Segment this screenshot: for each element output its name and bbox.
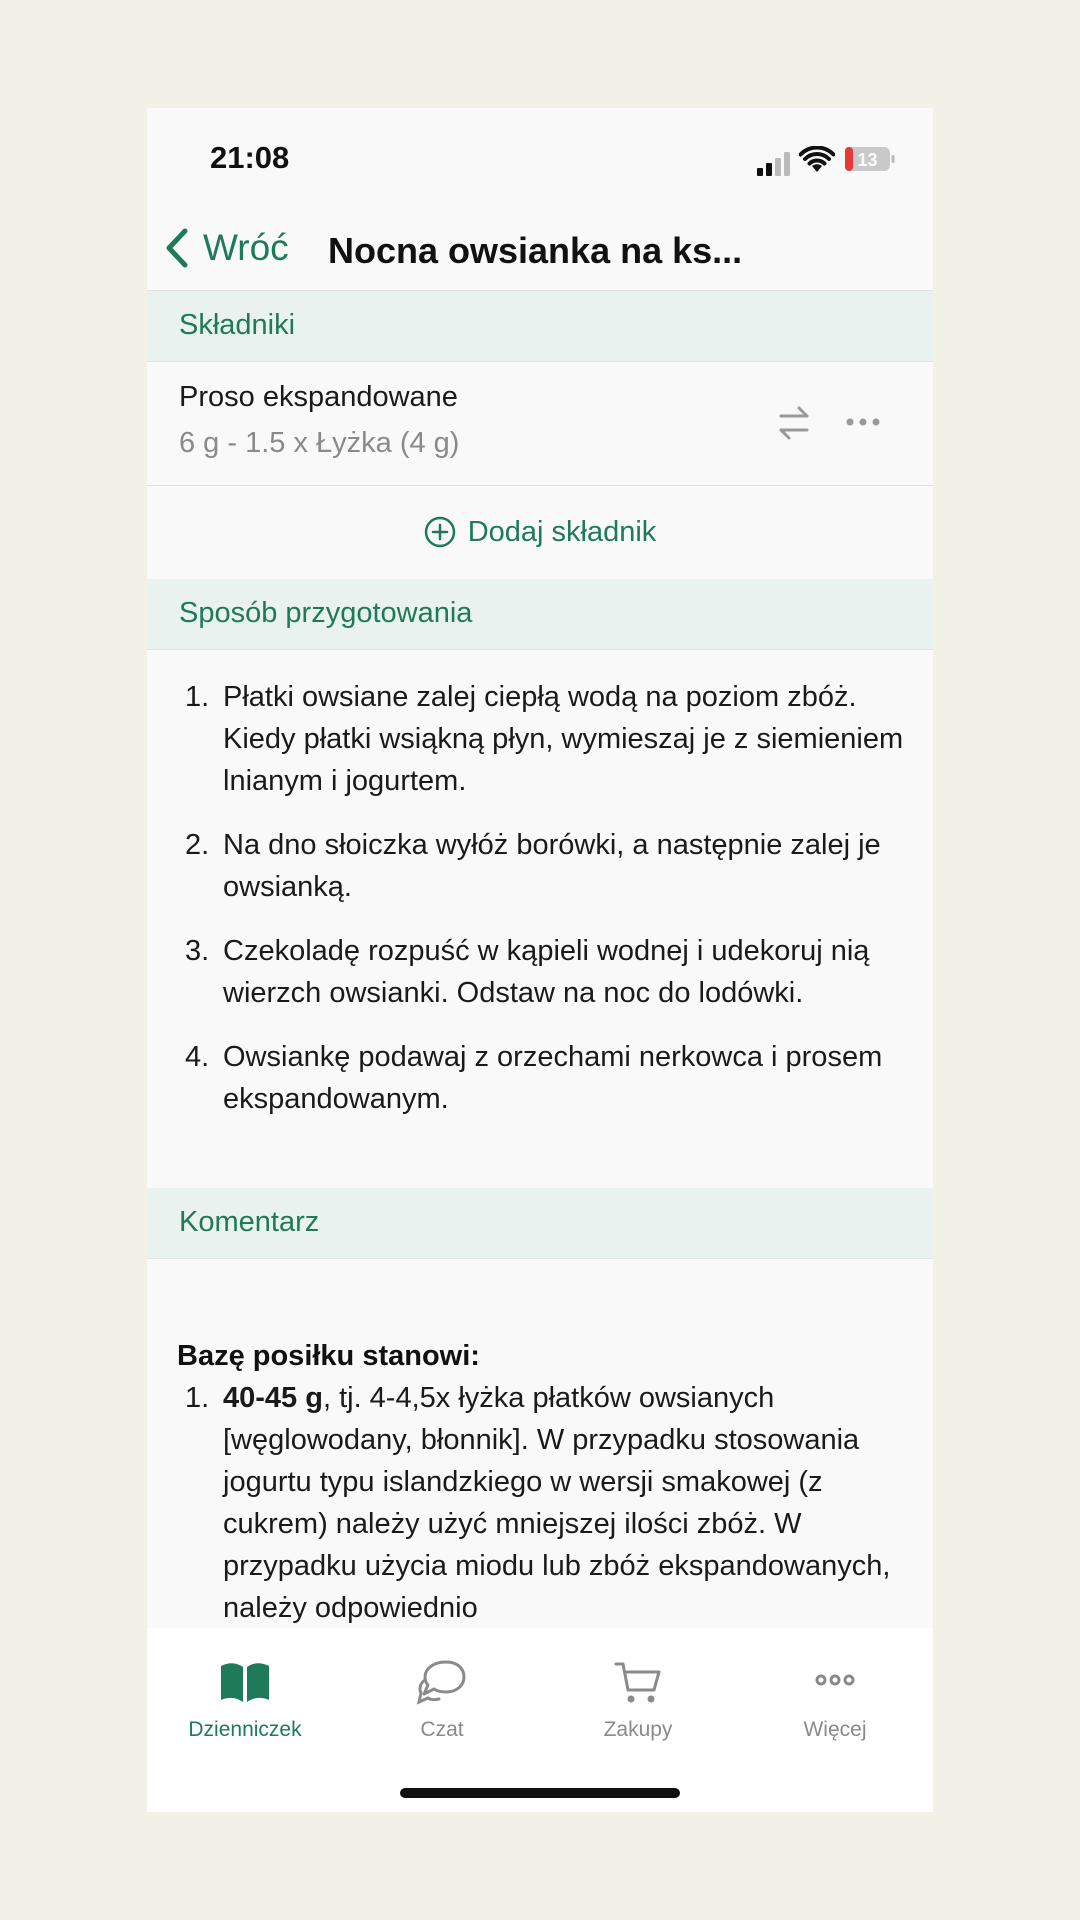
- comment-item-text: , tj. 4-4,5x łyżka płatków owsianych [węglowodany, błonnik]. W przypadku stosowania jogurtu typu islandzkiego w wersji smakowej (z cukrem) należy użyć mniejszej ilości zbóż. W przypadku użycia miodu lub zbóż ekspandowanych, należy odpowiednio: [223, 1382, 891, 1624]
- step-number: 1.: [185, 681, 210, 713]
- status-bar: [147, 108, 933, 208]
- more-options-icon[interactable]: [845, 407, 881, 437]
- step-item: [179, 1036, 909, 1120]
- step-text: Na dno słoiczka wyłóż borówki, a następnie zalej je owsianką.: [223, 829, 881, 903]
- tab-bar: [147, 1628, 933, 1812]
- chevron-left-icon: [163, 227, 193, 269]
- more-icon: [807, 1658, 863, 1706]
- comment-item-bold: 40-45 g: [223, 1382, 323, 1414]
- section-header-comment: [147, 1188, 933, 1259]
- tab-label: Zakupy: [603, 1718, 673, 1741]
- ingredient-row[interactable]: [147, 363, 933, 486]
- home-indicator: [400, 1788, 680, 1798]
- step-text: Owsiankę podawaj z orzechami nerkowca i prosem ekspandowanym.: [223, 1041, 883, 1115]
- cart-icon: [610, 1658, 666, 1706]
- preparation-steps: [179, 676, 909, 1142]
- tab-label: Więcej: [803, 1718, 867, 1741]
- status-time: 21:08: [210, 140, 290, 175]
- tab-zakupy[interactable]: [540, 1658, 736, 1742]
- section-header-preparation: [147, 579, 933, 650]
- add-ingredient-button[interactable]: [147, 486, 933, 578]
- comment-body: [177, 1335, 917, 1629]
- comment-item: [177, 1377, 917, 1629]
- tab-czat[interactable]: [344, 1658, 540, 1742]
- chat-icon: [414, 1658, 470, 1706]
- back-label: Wróć: [203, 227, 289, 268]
- step-item: [179, 824, 909, 908]
- book-icon: [217, 1658, 273, 1706]
- step-number: 3.: [185, 935, 210, 967]
- comment-lead: Bazę posiłku stanowi:: [177, 1340, 480, 1372]
- step-item: [179, 676, 909, 802]
- wifi-icon: [799, 146, 835, 174]
- section-title-preparation: Sposób przygotowania: [179, 597, 473, 629]
- phone-screen: [147, 108, 933, 1812]
- add-ingredient-label: Dodaj składnik: [467, 515, 657, 548]
- tab-wiecej[interactable]: [737, 1658, 933, 1742]
- section-header-ingredients: [147, 291, 933, 362]
- section-title-ingredients: Składniki: [179, 309, 296, 341]
- battery-level: 13: [857, 150, 878, 170]
- step-number: 2.: [185, 829, 210, 861]
- ingredient-amount: 6 g - 1.5 x Łyżka (4 g): [179, 427, 460, 459]
- section-title-comment: Komentarz: [179, 1206, 320, 1238]
- battery-icon: [844, 145, 896, 173]
- step-text: Czekoladę rozpuść w kąpieli wodnej i udekoruj nią wierzch owsianki. Odstaw na noc do lodówki.: [223, 935, 870, 1009]
- tab-label: Dzienniczek: [188, 1718, 302, 1741]
- step-text: Płatki owsiane zalej ciepłą wodą na poziom zbóż. Kiedy płatki wsiąkną płyn, wymieszaj je z siemieniem lnianym i jogurtem.: [223, 681, 904, 797]
- tab-label: Czat: [420, 1718, 464, 1741]
- signal-icon: [757, 152, 793, 176]
- tab-dzienniczek[interactable]: [147, 1658, 343, 1742]
- navigation-bar: [147, 208, 933, 291]
- step-number: 4.: [185, 1041, 210, 1073]
- back-button[interactable]: [163, 226, 289, 270]
- comment-list: [177, 1377, 917, 1629]
- ingredient-name: Proso ekspandowane: [179, 381, 458, 413]
- page-title: Nocna owsianka na ks...: [328, 230, 743, 271]
- step-item: [179, 930, 909, 1014]
- swap-icon[interactable]: [775, 403, 813, 443]
- plus-circle-icon: [424, 516, 456, 548]
- comment-item-number: 1.: [185, 1382, 210, 1414]
